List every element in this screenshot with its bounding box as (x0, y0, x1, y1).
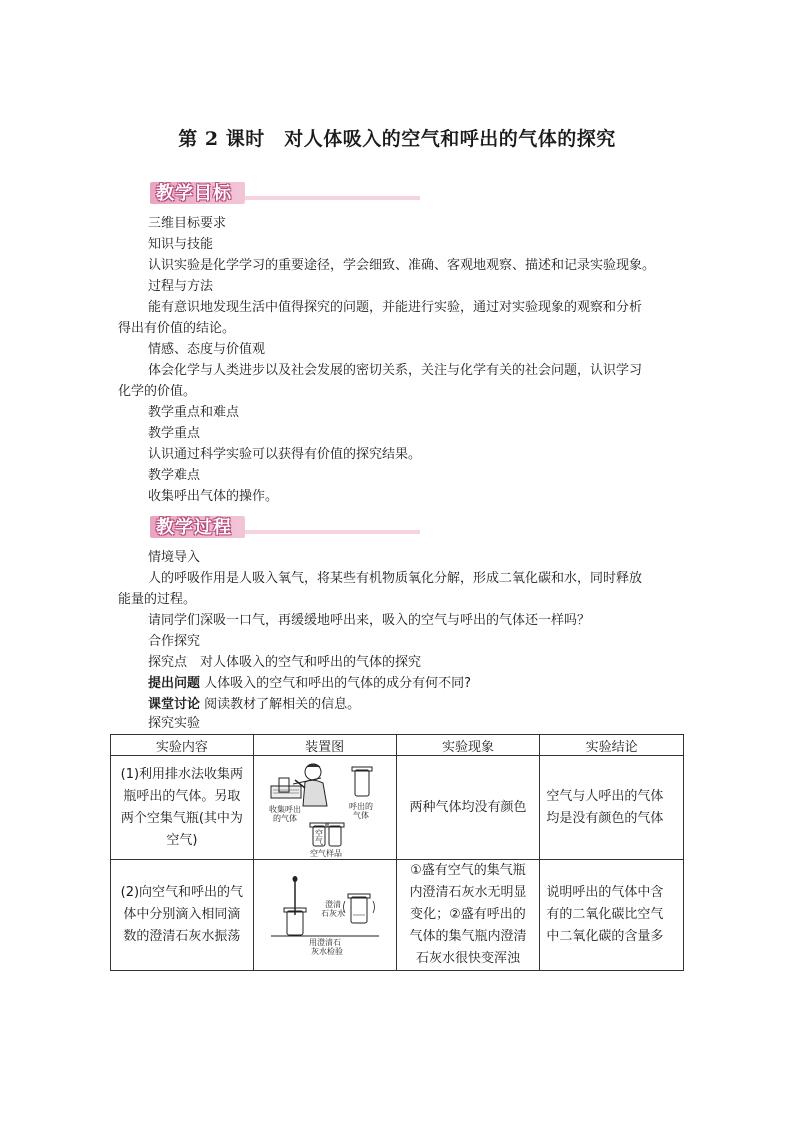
key-point-text: 认识通过科学实验可以获得有价值的探究结果。 (148, 447, 422, 462)
knowledge-heading: 知识与技能 (148, 237, 214, 252)
cell-line: 两个空集气瓶(其中为 (120, 810, 243, 826)
intro-text-1: 人的呼吸作用是人吸入氧气，将某些有机物质氧化分解，形成二氧化碳和水，同时释放 (148, 571, 643, 586)
key-difficulty-heading: 教学重点和难点 (148, 405, 240, 420)
apparatus-cell (253, 756, 396, 860)
cell-line: 数的澄清石灰水振荡 (123, 929, 241, 944)
cell-line: (1)利用排水法收集两 (120, 766, 244, 782)
content-cell (111, 756, 254, 860)
three-dim-heading: 三维目标要求 (148, 216, 227, 231)
table-header: 实验现象 (396, 735, 540, 756)
process-method-heading: 过程与方法 (148, 279, 214, 294)
question-text: 请同学们深吸一口气，再缓缓地呼出来，吸入的空气与呼出的气体还一样吗？ (148, 613, 591, 628)
emotion-text-1: 体会化学与人类进步以及社会发展的密切关系，关注与化学有关的社会问题，认识学习 (148, 363, 643, 378)
experiment-heading: 探究实验 (148, 716, 201, 731)
cell-line: (2)向空气和呼出的气 (120, 885, 244, 900)
table-row (111, 756, 684, 860)
discuss-text: 阅读教材了解相关的信息。 (204, 697, 361, 712)
coop-heading: 合作探究 (148, 634, 201, 649)
fig-label: 澄清 (324, 900, 341, 909)
cell-line: 空气) (166, 832, 198, 848)
fig-label: 呼出的 (348, 801, 373, 811)
cell-line: ①盛有空气的集气瓶 (410, 863, 526, 878)
key-point-heading: 教学重点 (148, 426, 201, 441)
cell-line: 变化；②盛有呼出的 (410, 907, 526, 922)
discuss-line (148, 695, 360, 715)
intro-heading: 情境导入 (148, 550, 201, 565)
fig-label: 石灰水 (320, 909, 345, 918)
banner-label: 教学过程 (156, 517, 232, 538)
fig-label: 气体 (352, 810, 369, 820)
ask-text: 人体吸入的空气和呼出的气体的成分有何不同? (204, 676, 472, 691)
table-header: 实验内容 (111, 735, 254, 756)
table-row (111, 860, 684, 971)
collect-gas-figure (265, 758, 385, 858)
table-header: 装置图 (253, 735, 396, 756)
cell-line: 说明呼出的气体中含 (546, 885, 664, 900)
conclusion-cell (540, 756, 684, 860)
ask-label: 提出问题 (148, 676, 201, 691)
discuss-label: 课堂讨论 (148, 697, 201, 712)
intro-text-2: 能量的过程。 (118, 592, 197, 607)
section-banner-process (150, 512, 420, 540)
explore-point: 探究点 对人体吸入的空气和呼出的气体的探究 (148, 655, 422, 670)
fig-label: 灰水检验 (310, 947, 343, 955)
limewater-figure (265, 875, 385, 955)
difficulty-heading: 教学难点 (148, 468, 201, 483)
fig-label: 用澄清石 (308, 938, 341, 947)
process-method-text-1: 能有意识地发现生活中值得探究的问题，并能进行实验，通过对实验现象的观察和分析 (148, 300, 643, 315)
cell-line: 均是没有颜色的气体 (546, 810, 664, 826)
cell-line: 瓶呼出的气体。另取 (123, 788, 241, 804)
section-banner-objectives (150, 178, 420, 206)
cell-line: 石灰水很快变浑浊 (415, 951, 520, 966)
emotion-heading: 情感、态度与价值观 (148, 342, 266, 357)
fig-label: 空 (314, 828, 323, 838)
ask-question-line (148, 674, 471, 694)
cell-line: 体中分别滴入相同滴 (123, 907, 241, 922)
fig-label: 的气体 (272, 813, 297, 823)
table-header-row (111, 735, 684, 756)
process-method-text-2: 得出有价值的结论。 (118, 321, 236, 336)
content-cell (111, 860, 254, 971)
cell-line: 有的二氧化碳比空气 (546, 907, 664, 922)
apparatus-cell (253, 860, 396, 971)
page-title: 第 2 课时 对人体吸入的空气和呼出的气体的探究 (178, 128, 616, 150)
cell-line: 内澄清石灰水无明显 (409, 885, 527, 900)
phenomenon-cell (396, 756, 540, 860)
table-header: 实验结论 (540, 735, 684, 756)
cell-line: 两种气体均没有颜色 (409, 799, 527, 815)
cell-line: 中二氧化碳的含量多 (546, 929, 664, 944)
experiment-table (110, 734, 684, 971)
fig-label: 收集呼出 (268, 804, 301, 814)
conclusion-cell (540, 860, 684, 971)
phenomenon-cell (396, 860, 540, 971)
difficulty-text: 收集呼出气体的操作。 (148, 489, 279, 504)
emotion-text-2: 化学的价值。 (118, 384, 197, 399)
banner-label: 教学目标 (156, 183, 232, 204)
fig-label: 气 (314, 836, 323, 846)
cell-line: 空气与人呼出的气体 (546, 788, 664, 804)
cell-line: 气体的集气瓶内澄清 (409, 929, 527, 944)
fig-label: 空气样品 (309, 848, 342, 858)
knowledge-text: 认识实验是化学学习的重要途径，学会细致、准确、客观地观察、描述和记录实验现象。 (148, 258, 656, 273)
